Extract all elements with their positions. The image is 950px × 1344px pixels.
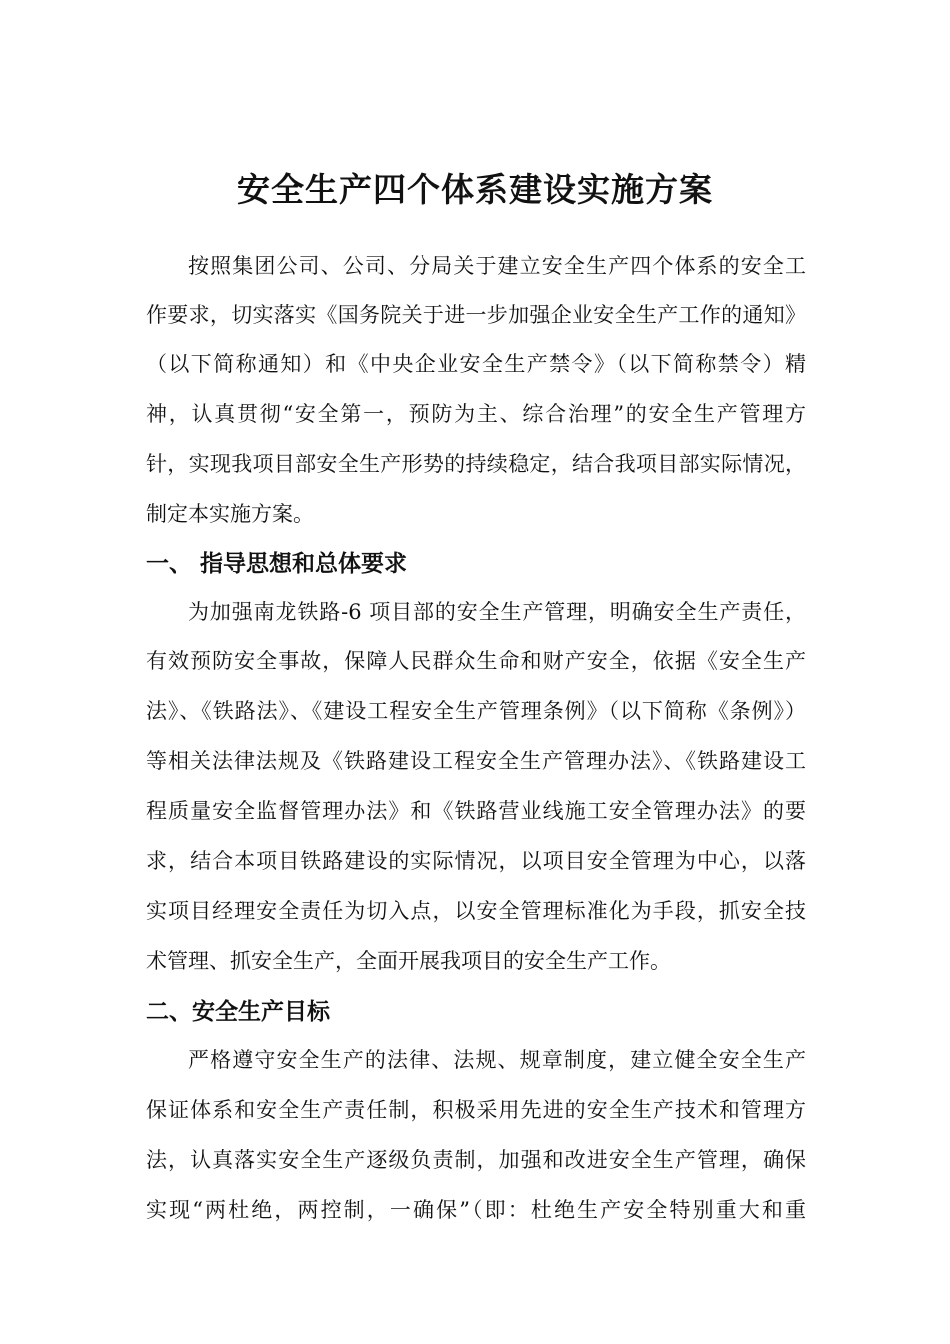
section1-line-6: 求，结合本项目铁路建设的实际情况，以项目安全管理为中心，以落	[146, 849, 806, 873]
intro-line-4: 神，认真贯彻“安全第一，预防为主、综合治理”的安全生产管理方	[146, 402, 806, 426]
section2-line-3: 法，认真落实安全生产逐级负责制，加强和改进安全生产管理，确保	[146, 1148, 806, 1172]
section-heading-1: 一、 指导思想和总体要求	[146, 551, 408, 577]
section1-line-7: 实项目经理安全责任为切入点，以安全管理标准化为手段，抓安全技	[146, 899, 806, 923]
intro-line-3: （以下简称通知）和《中央企业安全生产禁令》（以下简称禁令）精	[146, 352, 806, 376]
section1-line-5: 程质量安全监督管理办法》和《铁路营业线施工安全管理办法》的要	[146, 799, 806, 823]
section1-line-2: 有效预防安全事故，保障人民群众生命和财产安全，依据《安全生产	[146, 649, 806, 673]
intro-line-5: 针，实现我项目部安全生产形势的持续稳定，结合我项目部实际情况，	[146, 452, 806, 476]
section1-line-4: 等相关法律法规及《铁路建设工程安全生产管理办法》、《铁路建设工	[146, 749, 806, 773]
intro-line-6: 制定本实施方案。	[146, 502, 314, 526]
section2-line-4: 实现“两杜绝，两控制，一确保”（即：杜绝生产安全特别重大和重	[146, 1198, 806, 1222]
section-heading-2: 二、安全生产目标	[146, 999, 330, 1025]
section2-line-1: 严格遵守安全生产的法律、法规、规章制度，建立健全安全生产	[188, 1048, 806, 1072]
section2-line-2: 保证体系和安全生产责任制，积极采用先进的安全生产技术和管理方	[146, 1098, 806, 1122]
document-title: 安全生产四个体系建设实施方案	[237, 170, 713, 209]
section1-line-8: 术管理、抓安全生产，全面开展我项目的安全生产工作。	[146, 949, 671, 973]
section1-line-1: 为加强南龙铁路-6 项目部的安全生产管理，明确安全生产责任，	[188, 600, 806, 624]
section1-line-3: 法》、《铁路法》、《建设工程安全生产管理条例》（以下简称《条例》）	[146, 699, 806, 723]
intro-line-2: 作要求，切实落实《国务院关于进一步加强企业安全生产工作的通知》	[146, 303, 806, 327]
intro-line-1: 按照集团公司、公司、分局关于建立安全生产四个体系的安全工	[188, 254, 806, 278]
